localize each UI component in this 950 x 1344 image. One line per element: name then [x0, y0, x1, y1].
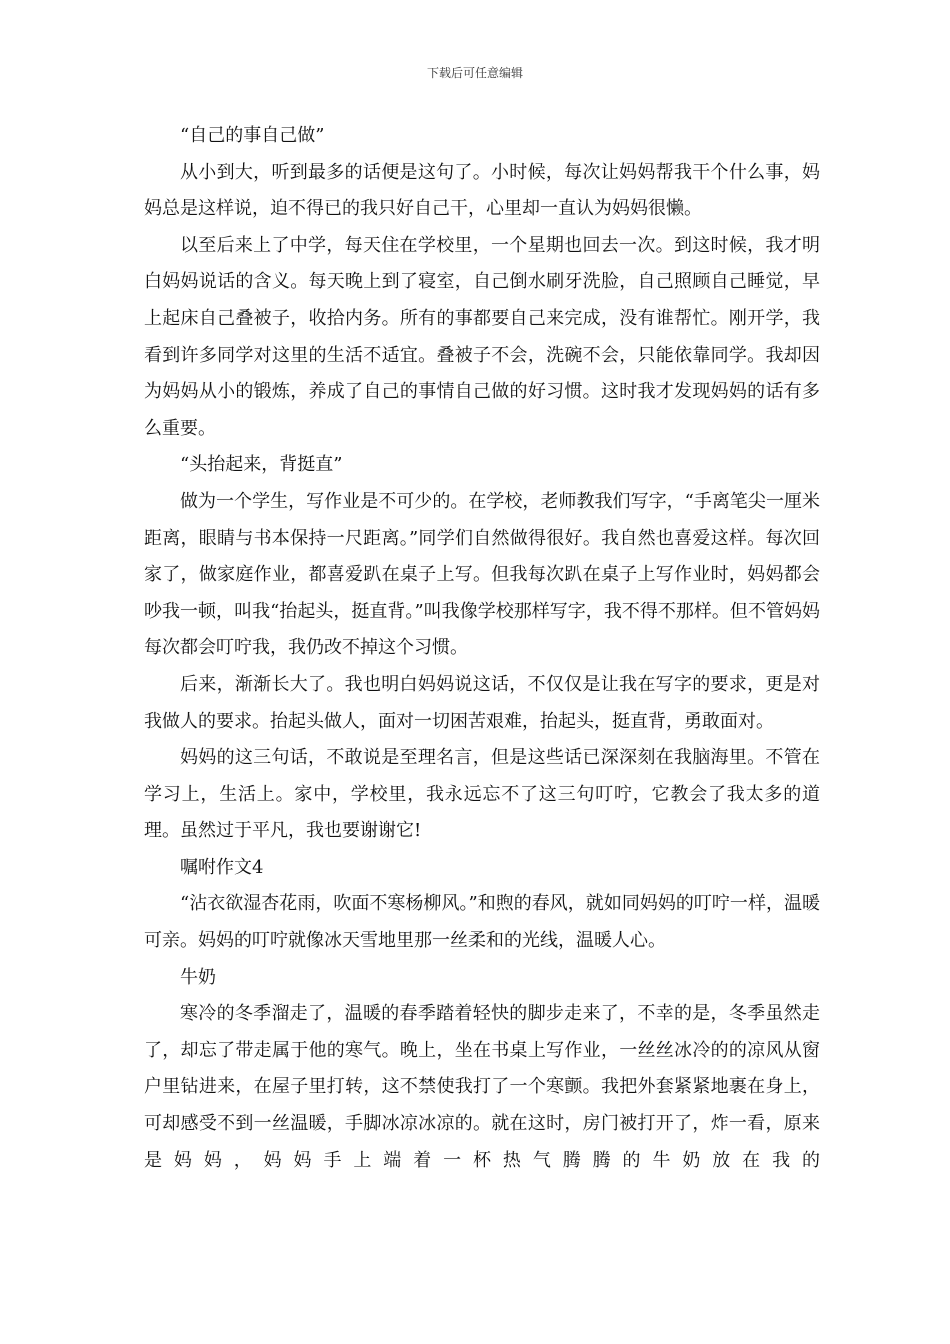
- paragraph: “沾衣欲湿杏花雨，吹面不寒杨柳风。”和煦的春风，就如同妈妈的叮咛一样，温暖可亲。妈妈的叮咛就像冰天雪地里那一丝柔和的光线，温暖人心。: [144, 893, 820, 952]
- page-header: 下载后可任意编辑: [426, 66, 523, 80]
- paragraph: 从小到大，听到最多的话便是这句了。小时候，每次让妈妈帮我干个什么事，妈妈总是这样说，迫不得已的我只好自己干，心里却一直认为妈妈很懒。: [144, 161, 820, 220]
- document-body: [144, 118, 820, 1179]
- subsection-title: 牛奶: [180, 966, 216, 988]
- paragraph: 妈妈的这三句话，不敢说是至理名言，但是这些话已深深刻在我脑海里。不管在学习上，生活上。家中，学校里，我永远忘不了这三句叮咛，它教会了我太多的道理。虽然过于平凡，我也要谢谢它!: [144, 747, 820, 842]
- paragraph-heading-2: “头抬起来，背挺直”: [180, 454, 343, 476]
- paragraph: 后来，渐渐长大了。我也明白妈妈说这话，不仅仅是让我在写字的要求，更是对我做人的要求。抬起头做人，面对一切困苦艰难，抬起头，挺直背，勇敢面对。: [144, 673, 820, 732]
- paragraph: 做为一个学生，写作业是不可少的。在学校，老师教我们写字，“手离笔尖一厘米距离，眼睛与书本保持一尺距离。”同学们自然做得很好。我自然也喜爱这样。每次回家了，做家庭作业，都喜爱趴在桌子上写。但我每次趴在桌子上写作业时，妈妈都会吵我一顿，叫我“抬起头，挺直背。”叫我像学校那样写字，我不得不那样。但不管妈妈每次都会叮咛我，我仍改不掉这个习惯。: [144, 490, 820, 659]
- paragraph: 以至后来上了中学，每天住在学校里，一个星期也回去一次。到这时候，我才明白妈妈说话的含义。每天晚上到了寝室，自己倒水刷牙洗脸，自己照顾自己睡觉，早上起床自己叠被子，收拾内务。所有的事都要自己来完成，没有谁帮忙。刚开学，我看到许多同学对这里的生活不适宜。叠被子不会，洗碗不会，只能依靠同学。我却因为妈妈从小的锻炼，养成了自己的事情自己做的好习惯。这时我才发现妈妈的话有多么重要。: [144, 234, 820, 439]
- section-title: 嘱咐作文4: [180, 856, 264, 878]
- paragraph: 寒冷的冬季溜走了，温暖的春季踏着轻快的脚步走来了，不幸的是，冬季虽然走了，却忘了带走属于他的寒气。晚上，坐在书桌上写作业，一丝丝冰冷的的凉风从窗户里钻进来，在屋子里打转，这不禁使我打了一个寒颤。我把外套紧紧地裹在身上，可却感受不到一丝温暖，手脚冰凉冰凉的。就在这时，房门被打开了，炸一看，原来是妈妈，妈妈手上端着一杯热气腾腾的牛奶放在我的: [144, 1003, 820, 1171]
- paragraph-heading-1: “自己的事自己做”: [180, 125, 325, 146]
